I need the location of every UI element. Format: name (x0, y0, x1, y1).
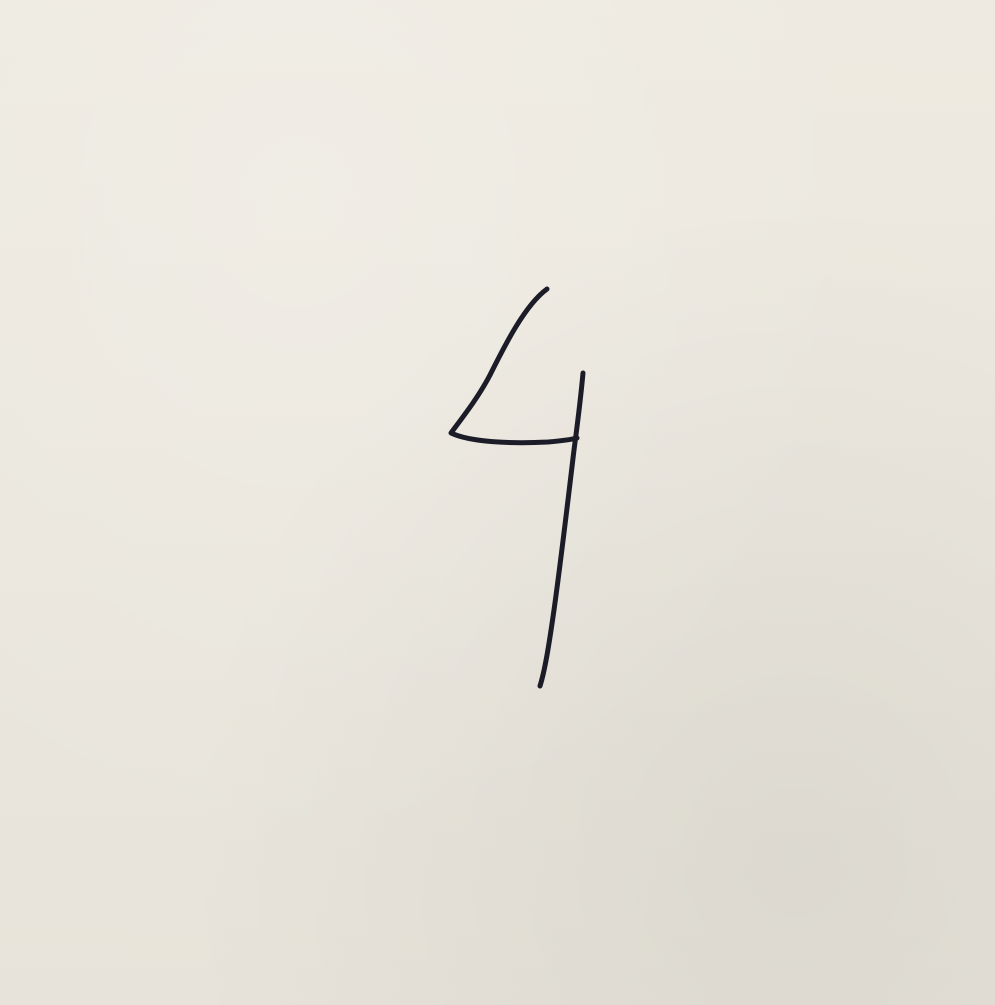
digit-stroke-upper (451, 289, 577, 443)
digit-stroke-vertical (540, 373, 583, 686)
